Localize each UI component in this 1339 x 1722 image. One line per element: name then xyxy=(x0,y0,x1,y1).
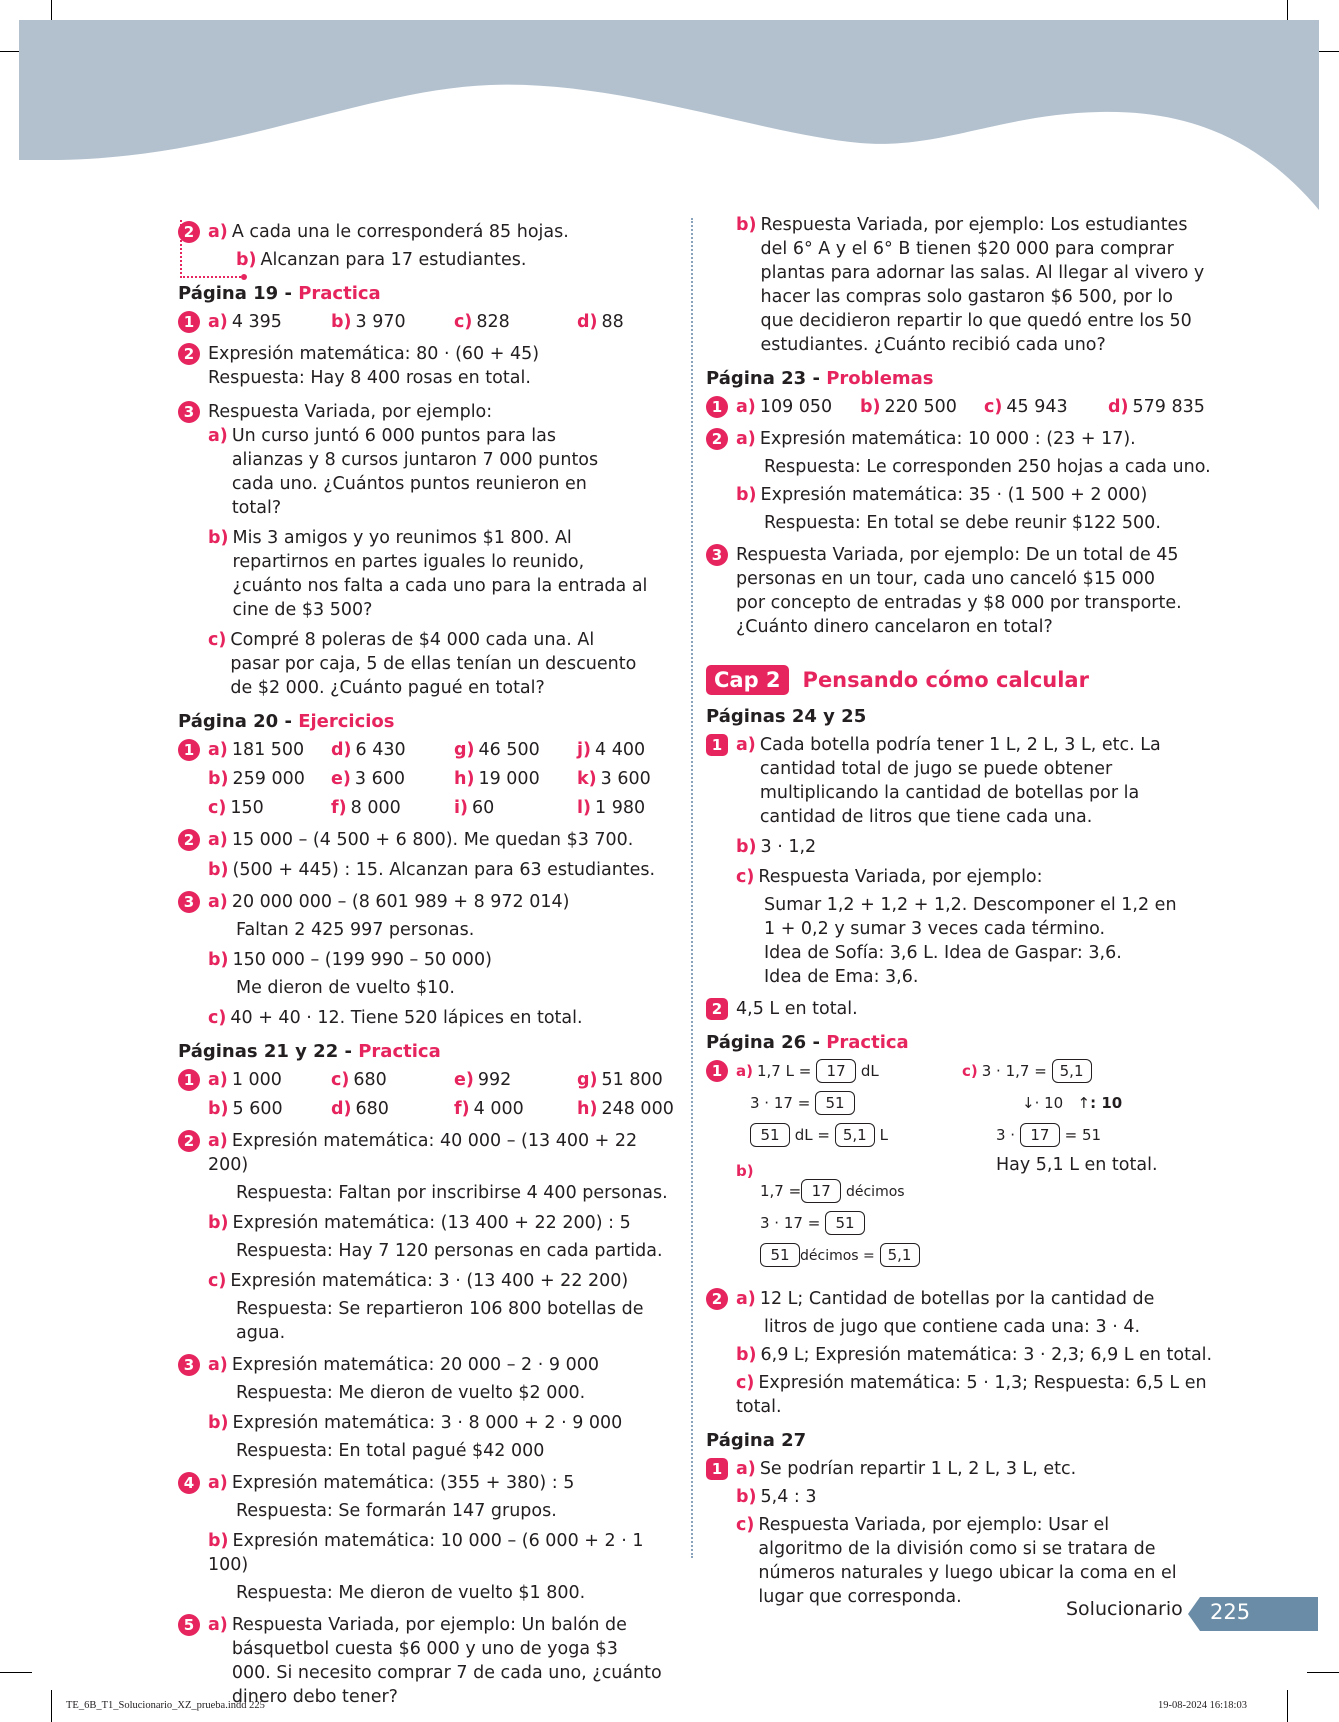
question xyxy=(706,1059,1226,1279)
section-heading: Página 19 - Practica xyxy=(178,283,381,304)
item-label: k) xyxy=(577,769,597,789)
answer-value: 8 000 xyxy=(350,798,401,818)
answer-value: 6 430 xyxy=(355,740,406,760)
crop-mark xyxy=(51,1690,52,1722)
question-number-badge: 2 xyxy=(706,428,728,450)
expression-text: Expresión matemática: 10 000 – (6 000 + 2 · 1 100) xyxy=(208,1531,644,1575)
answer-text: A cada una le corresponderá 85 hojas. xyxy=(231,222,569,242)
grid-answer xyxy=(454,1097,577,1121)
answer-box: 51 xyxy=(815,1091,855,1115)
question xyxy=(706,543,1226,639)
item-label: a) xyxy=(208,740,228,760)
column-separator xyxy=(691,218,693,1558)
grid-answer xyxy=(860,395,984,419)
item-label: b) xyxy=(236,250,257,270)
answer-text: Alcanzan para 17 estudiantes. xyxy=(260,250,527,270)
question-number-badge: 1 xyxy=(178,739,200,761)
print-slug-file: TE_6B_T1_Solucionario_XZ_prueba.indd 225 xyxy=(66,1700,265,1711)
answer-text: Respuesta: Se repartieron 106 800 botellas de agua. xyxy=(236,1299,644,1343)
answer-value: 19 000 xyxy=(478,769,540,789)
answer-text: Un curso juntó 6 000 puntos para las alianzas y 8 cursos juntaron 7 000 puntos cada uno. ¿Cuántos puntos reunieron en total? xyxy=(231,426,599,518)
expression-text: Expresión matemática: 40 000 – (13 400 + 22 200) xyxy=(208,1131,638,1175)
item-label: a) xyxy=(208,426,228,446)
grid-answer xyxy=(208,1097,331,1121)
arrow-up-icon: ↑ xyxy=(1077,1094,1091,1112)
item-label: a) xyxy=(208,830,228,850)
footer-section-label: Solucionario xyxy=(1066,1598,1183,1620)
section-heading: Páginas 21 y 22 - Practica xyxy=(178,1041,441,1062)
item-label: g) xyxy=(454,740,475,760)
grid-answer xyxy=(577,767,697,791)
answer-grid xyxy=(736,395,1226,419)
item-label: b) xyxy=(208,950,229,970)
answer-text: Idea de Sofía: 3,6 L. Idea de Gaspar: 3,6. xyxy=(764,943,1122,963)
grid-answer xyxy=(1108,395,1232,419)
answer-value: 5 600 xyxy=(232,1099,283,1119)
expression-text: Expresión matemática: 35 · (1 500 + 2 000) xyxy=(760,485,1148,505)
answer-text: Respuesta: Faltan por inscribirse 4 400 personas. xyxy=(236,1183,668,1203)
answer-box: 51 xyxy=(825,1211,865,1235)
answer-text: Me dieron de vuelto $10. xyxy=(236,978,455,998)
item-label: a) xyxy=(208,1070,228,1090)
answer-text: Respuesta: Hay 7 120 personas en cada partida. xyxy=(236,1241,663,1261)
item-label: f) xyxy=(454,1099,470,1119)
expression-text: Expresión matemática: 10 000 : (23 + 17). xyxy=(759,429,1136,449)
answer-value: 220 500 xyxy=(884,397,957,417)
question-continued xyxy=(706,213,1226,357)
question-2-continued xyxy=(178,220,678,272)
grid-answer xyxy=(208,310,331,334)
item-label: c) xyxy=(962,1062,978,1080)
answer-value: 88 xyxy=(601,312,624,332)
answer-value: 828 xyxy=(476,312,510,332)
item-label: b) xyxy=(208,528,229,548)
item-label: c) xyxy=(331,1070,350,1090)
answer-text: Respuesta: Le corresponden 250 hojas a cada uno. xyxy=(764,457,1211,477)
answer-box: 51 xyxy=(760,1243,800,1267)
grid-answer xyxy=(984,395,1108,419)
item-label: i) xyxy=(454,798,468,818)
page-number: 225 xyxy=(1210,1600,1251,1624)
expression-text: Expresión matemática: 3 · 8 000 + 2 · 9 000 xyxy=(232,1413,623,1433)
item-label: b) xyxy=(736,485,757,505)
chapter-header xyxy=(706,665,1226,695)
item-label: a) xyxy=(736,1289,756,1309)
question-number-badge: 3 xyxy=(706,544,728,566)
item-label: e) xyxy=(454,1070,474,1090)
answer-text: 12 L; Cantidad de botellas por la cantidad de xyxy=(759,1289,1155,1309)
item-label: l) xyxy=(577,798,591,818)
item-label: b) xyxy=(208,1413,229,1433)
grid-answer xyxy=(331,1097,454,1121)
question xyxy=(178,400,678,700)
arrow-down-icon: ↓ xyxy=(1022,1094,1035,1112)
grid-answer xyxy=(208,767,331,791)
item-label: c) xyxy=(984,397,1003,417)
answer-box: 17 xyxy=(1020,1123,1060,1147)
grid-answer xyxy=(577,310,697,334)
question-number-badge: 2 xyxy=(178,1130,200,1152)
item-label: b) xyxy=(736,1487,757,1507)
chapter-badge: Cap 2 xyxy=(706,665,789,695)
item-label: j) xyxy=(577,740,591,760)
grid-answer xyxy=(454,310,577,334)
question-number-badge: 4 xyxy=(178,1472,200,1494)
question xyxy=(178,890,678,1030)
expression-text: Expresión matemática: (13 400 + 22 200) : 5 xyxy=(232,1213,631,1233)
item-label: a) xyxy=(736,429,756,449)
grid-answer xyxy=(454,738,577,762)
item-label: b) xyxy=(331,312,352,332)
question xyxy=(178,828,678,882)
answer-value: 46 500 xyxy=(478,740,540,760)
item-label: c) xyxy=(736,867,755,887)
question xyxy=(178,342,678,390)
item-label: b) xyxy=(208,1099,229,1119)
question-number-badge: 2 xyxy=(706,1288,728,1310)
item-label: c) xyxy=(454,312,473,332)
item-label: f) xyxy=(331,798,347,818)
question-number-badge: 2 xyxy=(178,829,200,851)
item-label: a) xyxy=(208,1615,228,1635)
print-slug-date: 19-08-2024 16:18:03 xyxy=(1158,1700,1247,1711)
item-label: c) xyxy=(208,630,227,650)
question-number-badge: 2 xyxy=(178,343,200,365)
answer-value: 3 970 xyxy=(355,312,406,332)
item-label: a) xyxy=(208,1131,228,1151)
grid-answer xyxy=(454,796,577,820)
item-label: c) xyxy=(736,1373,755,1393)
question-number-badge: 1 xyxy=(706,1458,728,1480)
chapter-title: Pensando cómo calcular xyxy=(802,668,1089,692)
item-label: c) xyxy=(208,1008,227,1028)
item-label: d) xyxy=(331,1099,352,1119)
answer-text: Respuesta Variada, por ejemplo: xyxy=(208,402,493,422)
item-label: e) xyxy=(331,769,351,789)
item-label: a) xyxy=(208,312,228,332)
item-label: h) xyxy=(454,769,475,789)
question xyxy=(178,1613,678,1709)
answer-text: Cada botella podría tener 1 L, 2 L, 3 L, etc. La cantidad total de jugo se puede obtener multiplicando la cantidad de botellas por la cantidad de litros que tiene cada una. xyxy=(759,735,1161,827)
grid-answer xyxy=(331,1068,454,1092)
answer-value: 60 xyxy=(472,798,495,818)
answer-text: Compré 8 poleras de $4 000 cada una. Al pasar por caja, 5 de ellas tenían un descuento de $2 000. ¿Cuánto pagué en total? xyxy=(230,630,637,698)
item-label: b) xyxy=(736,215,757,235)
item-label: c) xyxy=(208,1271,227,1291)
section-heading: Página 26 - Practica xyxy=(706,1032,909,1053)
item-label: h) xyxy=(577,1099,598,1119)
item-label: b) xyxy=(208,1531,229,1551)
answer-value: 3 600 xyxy=(600,769,651,789)
question xyxy=(178,738,678,820)
answer-value: 45 943 xyxy=(1006,397,1068,417)
item-label: b) xyxy=(736,1345,757,1365)
answer-text: 5,4 : 3 xyxy=(760,1487,817,1507)
answer-text: Respuesta: Se formarán 147 grupos. xyxy=(236,1501,557,1521)
grid-answer xyxy=(331,310,454,334)
question-number-badge: 1 xyxy=(706,734,728,756)
grid-answer xyxy=(331,738,454,762)
question-number-badge: 1 xyxy=(706,396,728,418)
question-number-badge: 3 xyxy=(178,891,200,913)
item-label: a) xyxy=(208,222,228,242)
answer-value: 248 000 xyxy=(601,1099,674,1119)
item-label: d) xyxy=(577,312,598,332)
answer-value: 4 000 xyxy=(473,1099,524,1119)
grid-answer xyxy=(208,738,331,762)
item-label: c) xyxy=(208,798,227,818)
answer-text: litros de jugo que contiene cada una: 3 · 4. xyxy=(764,1317,1141,1337)
answer-value: 4 395 xyxy=(231,312,282,332)
answer-value: 992 xyxy=(477,1070,512,1090)
answer-value: 680 xyxy=(355,1099,389,1119)
expression-text: 150 000 – (199 990 – 50 000) xyxy=(232,950,492,970)
answer-text: Respuesta Variada, por ejemplo: De un total de 45 personas en un tour, cada uno canceló $15 000 por concepto de entradas y $8 000 por transporte. ¿Cuánto dinero cancelaron en total? xyxy=(736,545,1182,637)
crop-mark xyxy=(0,1672,32,1673)
question xyxy=(706,1287,1226,1419)
item-label: a) xyxy=(736,397,756,417)
question xyxy=(706,395,1226,419)
item-label: a) xyxy=(736,1062,753,1080)
answer-text: Respuesta: Hay 8 400 rosas en total. xyxy=(208,368,531,388)
section-heading: Página 27 xyxy=(706,1430,807,1451)
answer-text: 15 000 – (4 500 + 6 800). Me quedan $3 700. xyxy=(231,830,634,850)
answer-text: Respuesta Variada, por ejemplo: xyxy=(758,867,1043,887)
question-number-badge: 3 xyxy=(178,401,200,423)
answer-value: 680 xyxy=(353,1070,387,1090)
answer-value: 181 500 xyxy=(231,740,305,760)
answer-text: Se podrían repartir 1 L, 2 L, 3 L, etc. xyxy=(759,1459,1077,1479)
item-label: g) xyxy=(577,1070,598,1090)
answer-box: 5,1 xyxy=(835,1123,875,1147)
answer-text: Expresión matemática: 5 · 1,3; Respuesta: 6,5 L en total. xyxy=(736,1373,1207,1417)
expression-text: Expresión matemática: 80 · (60 + 45) xyxy=(208,344,540,364)
grid-answer xyxy=(331,796,454,820)
answer-text: Respuesta Variada, por ejemplo: Un balón de básquetbol cuesta $6 000 y uno de yoga $3 000. Si necesito comprar 7 de cada uno, ¿cuánto dinero debo tener? xyxy=(231,1615,662,1707)
question-number-badge: 3 xyxy=(178,1354,200,1376)
answer-box: 17 xyxy=(816,1059,856,1083)
question xyxy=(706,1457,1226,1609)
answer-box: 5,1 xyxy=(1052,1059,1092,1083)
header-wave-band xyxy=(0,0,1339,240)
question-number-badge: 1 xyxy=(706,1060,728,1082)
answer-value: 4 400 xyxy=(595,740,646,760)
grid-answer xyxy=(208,796,331,820)
item-label: a) xyxy=(208,1473,228,1493)
item-label: a) xyxy=(736,1459,756,1479)
answer-value: 259 000 xyxy=(232,769,305,789)
answer-text: Faltan 2 425 997 personas. xyxy=(236,920,475,940)
crop-mark xyxy=(1287,1690,1288,1722)
answer-text: Mis 3 amigos y yo reunimos $1 800. Al repartirnos en partes iguales lo reunido, ¿cuánto nos falta a cada uno para la entrada al cine de $3 500? xyxy=(232,528,648,620)
grid-answer xyxy=(736,395,860,419)
item-label: b) xyxy=(736,837,757,857)
answer-box: 17 xyxy=(801,1179,841,1203)
answer-text: Respuesta: Me dieron de vuelto $2 000. xyxy=(236,1383,586,1403)
section-heading: Páginas 24 y 25 xyxy=(706,706,867,727)
answer-text: (500 + 445) : 15. Alcanzan para 63 estudiantes. xyxy=(232,860,656,880)
right-column xyxy=(706,211,1226,1617)
item-label: b) xyxy=(736,1162,754,1180)
grid-answer xyxy=(208,1068,331,1092)
item-label: b) xyxy=(208,769,229,789)
answer-text: Idea de Ema: 3,6. xyxy=(764,967,919,987)
answer-text: Respuesta Variada, por ejemplo: Los estudiantes del 6° A y el 6° B tienen $20 000 para comprar plantas para adornar las salas. Al llegar al vivero y hacer las compras solo gastaron $6 500, por lo que decidieron repartir lo que quedó entre los 50 estudiantes. ¿Cuánto recibió cada uno? xyxy=(760,215,1205,355)
item-label: a) xyxy=(208,1355,228,1375)
item-label: a) xyxy=(736,735,756,755)
grid-answer xyxy=(577,796,697,820)
grid-answer xyxy=(454,1068,577,1092)
answer-value: 109 050 xyxy=(759,397,833,417)
answer-grid xyxy=(208,1068,678,1121)
answer-value: 150 xyxy=(230,798,264,818)
expression-text: 20 000 000 – (8 601 989 + 8 972 014) xyxy=(231,892,570,912)
question xyxy=(706,733,1226,989)
answer-text: 6,9 L; Expresión matemática: 3 · 2,3; 6,9 L en total. xyxy=(760,1345,1213,1365)
question-number-badge: 5 xyxy=(178,1614,200,1636)
conversion-diagram-b: 1,7 = 17 décimos 3 · 17 = 51 51 décimos = 5,1 xyxy=(706,1179,1226,1279)
conversion-diagram: a) 1,7 L = 17 dL 3 · 17 = 51 51 dL = 5,1 L c) 3 · 1,7 = 5,1 ↓· 10 ↑: 10 3 · 17 = 51 Hay 5,1 L en total. b) xyxy=(706,1059,1226,1229)
answer-text: Respuesta: Me dieron de vuelto $1 800. xyxy=(236,1583,586,1603)
item-label: d) xyxy=(1108,397,1129,417)
question-number-badge: 1 xyxy=(178,311,200,333)
answer-value: 1 000 xyxy=(231,1070,282,1090)
question xyxy=(706,427,1226,535)
answer-box: 51 xyxy=(750,1123,790,1147)
expression-text: Expresión matemática: 20 000 – 2 · 9 000 xyxy=(231,1355,599,1375)
crop-mark xyxy=(1307,1672,1339,1673)
question-number-badge: 2 xyxy=(178,221,200,243)
question-number-badge: 2 xyxy=(706,998,728,1020)
answer-text: 40 + 40 · 12. Tiene 520 lápices en total. xyxy=(230,1008,583,1028)
answer-value: 3 600 xyxy=(354,769,405,789)
expression-text: Expresión matemática: (355 + 380) : 5 xyxy=(231,1473,575,1493)
question xyxy=(178,1353,678,1463)
answer-box: 5,1 xyxy=(880,1243,920,1267)
answer-value: 51 800 xyxy=(601,1070,663,1090)
answer-grid xyxy=(208,738,678,820)
section-heading: Página 23 - Problemas xyxy=(706,368,934,389)
left-column xyxy=(178,218,678,1717)
grid-answer xyxy=(454,767,577,791)
item-label: c) xyxy=(736,1515,755,1535)
item-label: d) xyxy=(331,740,352,760)
page-number-tab xyxy=(1188,1597,1318,1631)
question xyxy=(178,310,678,334)
grid-answer xyxy=(331,767,454,791)
item-label: b) xyxy=(208,860,229,880)
answer-text: Respuesta: En total se debe reunir $122 500. xyxy=(764,513,1161,533)
answer-text: Sumar 1,2 + 1,2 + 1,2. Descomponer el 1,2 en 1 + 0,2 y sumar 3 veces cada término. xyxy=(764,895,1177,939)
question-number-badge: 1 xyxy=(178,1069,200,1091)
answer-text: Respuesta: En total pagué $42 000 xyxy=(236,1441,545,1461)
item-label: b) xyxy=(208,1213,229,1233)
grid-answer xyxy=(577,1097,697,1121)
question xyxy=(706,997,1226,1021)
section-heading: Página 20 - Ejercicios xyxy=(178,711,395,732)
answer-value: 1 980 xyxy=(595,798,646,818)
item-label: a) xyxy=(208,892,228,912)
question xyxy=(178,1129,678,1345)
question xyxy=(178,1068,678,1121)
expression-text: Expresión matemática: 3 · (13 400 + 22 200) xyxy=(230,1271,629,1291)
answer-text: Hay 5,1 L en total. xyxy=(996,1155,1158,1175)
question xyxy=(178,1471,678,1605)
answer-grid xyxy=(208,310,678,334)
answer-text: 4,5 L en total. xyxy=(736,999,858,1019)
answer-text: 3 · 1,2 xyxy=(760,837,817,857)
answer-value: 579 835 xyxy=(1132,397,1205,417)
item-label: b) xyxy=(860,397,881,417)
answer-text: Respuesta Variada, por ejemplo: Usar el algoritmo de la división como si se tratara de números naturales y luego ubicar la coma en el lugar que corresponda. xyxy=(758,1515,1177,1607)
grid-answer xyxy=(577,1068,697,1092)
grid-answer xyxy=(577,738,697,762)
